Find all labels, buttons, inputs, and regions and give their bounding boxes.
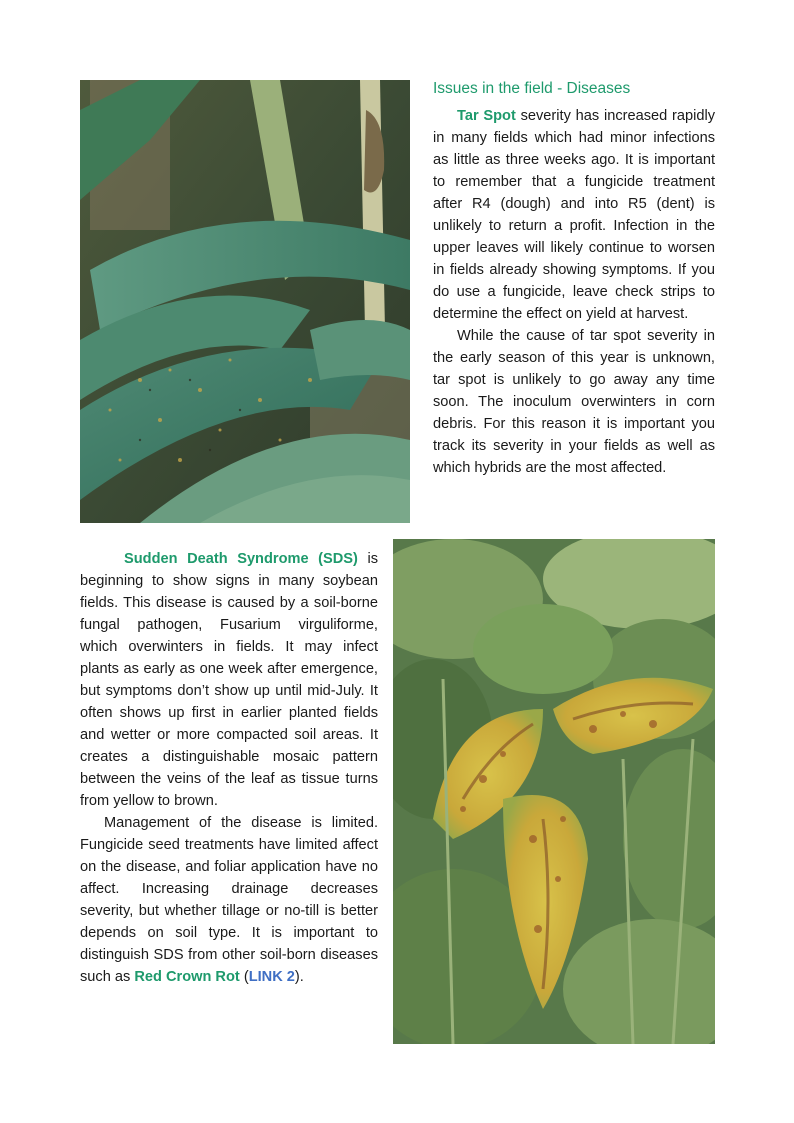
sds-paragraph-1 xyxy=(80,548,378,812)
tar-spot-paragraph-1-text: severity has increased rapidly in many fields which had minor infections as little as three weeks ago. It is important to remember that a fungicide treatment after R4 (dough) and into R5 (dent) is unlikely to return a profit. Infection in the upper leaves will likely continue to worsen in fields already showing symptoms. If you do use a fungicide, leave check strips to determine the effect on yield at harvest. xyxy=(433,108,715,322)
red-crown-rot-term: Red Crown Rot xyxy=(134,969,240,985)
sds-heading: Sudden Death Syndrome (SDS) xyxy=(124,551,358,567)
link-2[interactable]: LINK 2 xyxy=(248,969,295,985)
sds-section xyxy=(80,548,378,988)
open-paren: ( xyxy=(239,969,249,985)
tar-spot-paragraph-1 xyxy=(433,105,715,325)
section-title: Issues in the field - Diseases xyxy=(433,80,631,97)
sds-paragraph-2-text: Management of the disease is limited. Fungicide seed treatments have limited affect on the disease, and foliar application have no affect. Increasing drainage decreases severity, but whether tillage or no-till is better depends on soil type. It is important to distinguish SDS from other soil-born diseases such as xyxy=(80,815,378,985)
tar-spot-paragraph-2: While the cause of tar spot severity in the early season of this year is unknown, tar spot is unlikely to go away any time soon. The inoculum overwinters in corn debris. For this reason it is important you track its severity in your fields as well as which hybrids are the most affected. xyxy=(433,328,715,476)
soybean-leaves-sds-photo xyxy=(393,539,715,1044)
sds-paragraph-2 xyxy=(80,812,378,988)
tar-spot-heading: Tar Spot xyxy=(457,108,516,124)
sds-paragraph-1-text: is beginning to show signs in many soybean fields. This disease is caused by a soil-borne fungal pathogen, Fusarium virguliforme, which overwinters in fields. It may infect plants as early as one week after emergence, but symptoms don’t show up until mid-July. It often shows up first in earlier planted fields and wetter or more compacted soil areas. It creates a distinguishable mosaic pattern between the veins of the leaf as tissue turns from yellow to brown. xyxy=(80,551,379,809)
close-paren: ). xyxy=(294,969,304,985)
tar-spot-section xyxy=(433,105,715,479)
corn-leaves-tar-spot-photo xyxy=(80,80,410,523)
